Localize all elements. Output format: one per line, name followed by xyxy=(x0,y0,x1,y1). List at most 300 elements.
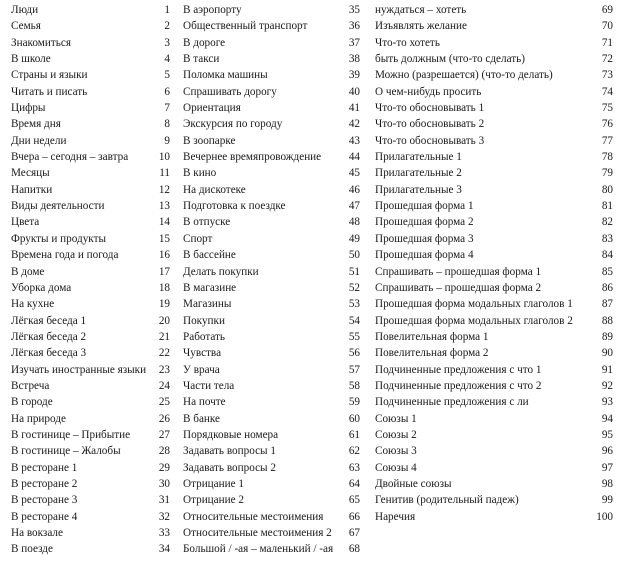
toc-entry-title: В отпуске xyxy=(183,216,231,229)
toc-entry-title: На природе xyxy=(11,412,66,425)
toc-entry xyxy=(375,492,613,508)
toc-entry-page-number: 80 xyxy=(601,183,613,196)
toc-entry xyxy=(375,67,613,83)
toc-entry xyxy=(11,198,170,214)
toc-entry xyxy=(183,18,360,34)
toc-entry-title: Вчера – сегодня – завтра xyxy=(11,151,129,164)
toc-entry-title: Задавать вопросы 1 xyxy=(183,445,276,458)
toc-entry-title: Цвета xyxy=(11,216,40,229)
toc-entry-title: Покупки xyxy=(183,314,225,327)
toc-entry xyxy=(375,247,613,263)
toc-entry xyxy=(11,296,170,312)
toc-entry-page-number: 77 xyxy=(601,134,613,147)
toc-entry xyxy=(375,362,613,378)
toc-entry-title: Встреча xyxy=(11,379,50,392)
toc-entry-title: Порядковые номера xyxy=(183,428,279,441)
toc-entry-page-number: 36 xyxy=(348,20,360,33)
toc-entry-page-number: 60 xyxy=(348,412,360,425)
toc-entry xyxy=(11,165,170,181)
toc-entry-title: Лёгкая беседа 2 xyxy=(11,330,87,343)
toc-entry-page-number: 51 xyxy=(348,265,360,278)
toc-entry xyxy=(183,280,360,296)
toc-entry-title: Прилагательные 3 xyxy=(375,183,462,196)
toc-entry-title: Прошедшая форма 3 xyxy=(375,232,474,245)
toc-entry-page-number: 32 xyxy=(158,510,170,523)
toc-entry-page-number: 8 xyxy=(164,118,170,131)
toc-entry-title: Что-то обосновывать 1 xyxy=(375,102,485,115)
toc-entry-page-number: 63 xyxy=(348,461,360,474)
toc-entry-title: В ресторане 3 xyxy=(11,494,78,507)
toc-entry xyxy=(375,133,613,149)
toc-entry-title: Спрашивать – прошедшая форма 2 xyxy=(375,281,542,294)
toc-entry-page-number: 18 xyxy=(158,281,170,294)
toc-entry-page-number: 62 xyxy=(348,445,360,458)
toc-entry-title: Магазины xyxy=(183,298,232,311)
toc-entry xyxy=(11,231,170,247)
toc-entry xyxy=(11,329,170,345)
toc-entry-title: На вокзале xyxy=(11,527,63,539)
toc-entry-title: Вечернее времяпровождение xyxy=(183,151,322,164)
toc-entry xyxy=(183,394,360,410)
toc-entry-title: Чувства xyxy=(183,347,222,360)
toc-entry-page-number: 38 xyxy=(348,53,360,66)
toc-entry-title: Время дня xyxy=(11,118,61,131)
toc-entry-title: Части тела xyxy=(183,379,235,392)
toc-entry-title: Прошедшая форма модальных глаголов 1 xyxy=(375,298,573,311)
toc-entry xyxy=(375,264,613,280)
toc-entry xyxy=(183,133,360,149)
toc-entry-title: Лёгкая беседа 3 xyxy=(11,347,87,360)
toc-entry-page-number: 49 xyxy=(348,232,360,245)
toc-entry-page-number: 95 xyxy=(601,428,613,441)
toc-entry-title: Ориентация xyxy=(183,102,241,115)
toc-entry xyxy=(11,67,170,83)
toc-entry xyxy=(183,443,360,459)
toc-entry-title: Подготовка к поездке xyxy=(183,200,286,213)
toc-entry-title: Страны и языки xyxy=(11,69,88,82)
toc-entry xyxy=(183,313,360,329)
toc-entry-page-number: 30 xyxy=(158,477,170,490)
toc-entry xyxy=(183,411,360,427)
toc-entry-title: В ресторане 1 xyxy=(11,461,78,474)
toc-entry xyxy=(183,247,360,263)
toc-entry-page-number: 82 xyxy=(601,216,613,229)
toc-entry-page-number: 40 xyxy=(348,85,360,98)
toc-entry-page-number: 70 xyxy=(601,20,613,33)
toc-entry xyxy=(183,116,360,132)
toc-entry-title: Подчиненные предложения с ли xyxy=(375,396,529,409)
toc-entry-title: Экскурсия по городу xyxy=(183,118,283,131)
toc-entry-page-number: 75 xyxy=(601,102,613,115)
toc-entry xyxy=(11,116,170,132)
toc-entry xyxy=(11,100,170,116)
toc-entry-page-number: 87 xyxy=(601,298,613,311)
toc-entry xyxy=(375,378,613,394)
toc-entry-page-number: 76 xyxy=(601,118,613,131)
toc-entry-title: Что-то обосновывать 2 xyxy=(375,118,485,131)
toc-entry-page-number: 79 xyxy=(601,167,613,180)
toc-entry-page-number: 44 xyxy=(348,151,360,164)
toc-entry-page-number: 21 xyxy=(158,330,170,343)
toc-entry xyxy=(183,460,360,476)
toc-entry xyxy=(375,460,613,476)
toc-entry-page-number: 84 xyxy=(601,249,613,262)
toc-entry-page-number: 20 xyxy=(158,314,170,327)
toc-entry xyxy=(183,378,360,394)
toc-entry xyxy=(11,18,170,34)
toc-entry xyxy=(11,313,170,329)
toc-entry-title: Союзы 1 xyxy=(375,412,417,425)
toc-entry-page-number: 88 xyxy=(601,314,613,327)
toc-entry-page-number: 31 xyxy=(158,494,170,507)
toc-entry-page-number: 59 xyxy=(348,396,360,409)
toc-column-2 xyxy=(183,2,360,558)
toc-entry-page-number: 39 xyxy=(348,69,360,82)
toc-entry xyxy=(11,214,170,230)
toc-entry-page-number: 2 xyxy=(164,20,170,33)
toc-entry xyxy=(375,2,613,18)
toc-entry-title: Относительные местоимения xyxy=(183,510,324,523)
toc-entry xyxy=(11,264,170,280)
toc-entry-page-number: 3 xyxy=(164,36,170,49)
toc-entry-page-number: 1 xyxy=(164,4,170,16)
toc-entry-page-number: 25 xyxy=(158,396,170,409)
toc-entry-page-number: 42 xyxy=(348,118,360,131)
toc-entry xyxy=(183,231,360,247)
toc-entry-page-number: 41 xyxy=(348,102,360,115)
toc-entry-title: Генитив (родительный падеж) xyxy=(375,494,519,507)
toc-entry xyxy=(11,2,170,18)
toc-entry-title: Знакомиться xyxy=(11,36,71,49)
toc-entry-title: В банке xyxy=(183,412,221,425)
toc-entry-title: На почте xyxy=(183,396,226,409)
toc-entry xyxy=(183,329,360,345)
toc-entry xyxy=(375,198,613,214)
toc-entry xyxy=(11,133,170,149)
toc-entry xyxy=(11,541,170,557)
toc-entry xyxy=(11,460,170,476)
toc-entry-title: В магазине xyxy=(183,281,237,294)
toc-entry-title: Задавать вопросы 2 xyxy=(183,461,276,474)
toc-entry-title: В городе xyxy=(11,396,53,409)
toc-entry xyxy=(183,67,360,83)
toc-entry-title: Изъявлять желание xyxy=(375,20,467,33)
toc-entry-page-number: 61 xyxy=(348,428,360,441)
toc-entry xyxy=(183,198,360,214)
toc-entry xyxy=(11,378,170,394)
toc-entry-page-number: 96 xyxy=(601,445,613,458)
toc-entry-page-number: 46 xyxy=(348,183,360,196)
toc-entry-title: В поезде xyxy=(11,543,53,556)
toc-entry-page-number: 19 xyxy=(158,298,170,311)
toc-entry-page-number: 22 xyxy=(158,347,170,360)
toc-entry-page-number: 99 xyxy=(601,494,613,507)
toc-entry-page-number: 11 xyxy=(159,167,170,180)
toc-entry-title: Прилагательные 1 xyxy=(375,151,462,164)
toc-entry-page-number: 14 xyxy=(158,216,170,229)
toc-entry xyxy=(11,362,170,378)
toc-entry-page-number: 73 xyxy=(601,69,613,82)
toc-entry xyxy=(375,296,613,312)
toc-entry-title: Напитки xyxy=(11,183,53,196)
toc-entry-page-number: 90 xyxy=(601,347,613,360)
toc-entry-title: Подчиненные предложения с что 2 xyxy=(375,379,542,392)
toc-entry-title: Делать покупки xyxy=(183,265,259,278)
toc-entry-page-number: 33 xyxy=(158,527,170,539)
toc-entry-page-number: 35 xyxy=(348,4,360,16)
toc-entry-title: Общественный транспорт xyxy=(183,20,308,33)
toc-entry-title: Прошедшая форма 4 xyxy=(375,249,474,262)
toc-entry xyxy=(11,182,170,198)
toc-entry xyxy=(375,509,613,525)
toc-entry xyxy=(375,231,613,247)
toc-entry xyxy=(375,313,613,329)
toc-entry xyxy=(11,509,170,525)
toc-entry-page-number: 57 xyxy=(348,363,360,376)
toc-entry-title: Люди xyxy=(11,4,39,16)
toc-entry-title: Спрашивать дорогу xyxy=(183,85,277,98)
toc-entry xyxy=(183,100,360,116)
toc-entry-page-number: 72 xyxy=(601,53,613,66)
toc-entry-title: Прошедшая форма 2 xyxy=(375,216,474,229)
toc-entry-title: Союзы 2 xyxy=(375,428,417,441)
toc-entry-title: Двойные союзы xyxy=(375,477,452,490)
toc-entry-page-number: 86 xyxy=(601,281,613,294)
table-of-contents xyxy=(0,2,636,576)
toc-entry-page-number: 100 xyxy=(596,510,613,523)
toc-entry-title: Прошедшая форма 1 xyxy=(375,200,474,213)
toc-entry xyxy=(11,525,170,541)
toc-entry-page-number: 24 xyxy=(158,379,170,392)
toc-entry xyxy=(183,525,360,541)
toc-entry xyxy=(375,35,613,51)
toc-entry-title: Союзы 3 xyxy=(375,445,417,458)
toc-entry-page-number: 23 xyxy=(158,363,170,376)
toc-entry-page-number: 93 xyxy=(601,396,613,409)
toc-entry-page-number: 58 xyxy=(348,379,360,392)
toc-entry-title: О чем-нибудь просить xyxy=(375,85,482,98)
toc-entry-title: У врача xyxy=(183,363,220,376)
toc-entry-page-number: 91 xyxy=(601,363,613,376)
toc-entry xyxy=(183,296,360,312)
toc-entry xyxy=(375,84,613,100)
toc-entry-page-number: 28 xyxy=(158,445,170,458)
toc-entry-page-number: 48 xyxy=(348,216,360,229)
toc-entry-page-number: 16 xyxy=(158,249,170,262)
toc-entry-page-number: 69 xyxy=(601,4,613,16)
toc-entry-page-number: 13 xyxy=(158,200,170,213)
toc-entry-page-number: 71 xyxy=(601,36,613,49)
toc-entry-title: В такси xyxy=(183,53,220,66)
toc-entry-page-number: 74 xyxy=(601,85,613,98)
toc-entry xyxy=(183,509,360,525)
toc-entry-title: Изучать иностранные языки xyxy=(11,363,147,376)
toc-entry-page-number: 53 xyxy=(348,298,360,311)
toc-entry-page-number: 97 xyxy=(601,461,613,474)
toc-entry-title: Повелительная форма 1 xyxy=(375,330,489,343)
toc-entry-title: Уборка дома xyxy=(11,281,72,294)
toc-entry xyxy=(11,51,170,67)
toc-entry xyxy=(11,476,170,492)
toc-entry-title: В ресторане 4 xyxy=(11,510,78,523)
toc-entry xyxy=(183,476,360,492)
toc-entry-title: Времена года и погода xyxy=(11,249,119,262)
toc-entry-title: Читать и писать xyxy=(11,85,88,98)
toc-entry-page-number: 81 xyxy=(601,200,613,213)
toc-entry xyxy=(375,394,613,410)
toc-entry xyxy=(375,345,613,361)
toc-entry-title: Что-то обосновывать 3 xyxy=(375,134,485,147)
toc-entry xyxy=(375,443,613,459)
toc-entry-page-number: 6 xyxy=(164,85,170,98)
toc-entry-title: Относительные местоимения 2 xyxy=(183,527,332,539)
toc-entry-page-number: 12 xyxy=(158,183,170,196)
toc-entry-title: В ресторане 2 xyxy=(11,477,78,490)
toc-entry-page-number: 27 xyxy=(158,428,170,441)
toc-entry-page-number: 45 xyxy=(348,167,360,180)
toc-entry xyxy=(375,149,613,165)
toc-entry-title: В школе xyxy=(11,53,51,66)
toc-entry-title: Союзы 4 xyxy=(375,461,417,474)
toc-entry xyxy=(11,247,170,263)
toc-entry-title: нуждаться – хотеть xyxy=(375,4,467,16)
toc-entry-title: В доме xyxy=(11,265,45,278)
toc-entry xyxy=(11,411,170,427)
toc-entry xyxy=(375,214,613,230)
toc-entry-page-number: 92 xyxy=(601,379,613,392)
toc-entry-title: В гостинице – Прибытие xyxy=(11,428,131,441)
toc-entry-page-number: 5 xyxy=(164,69,170,82)
toc-entry-page-number: 98 xyxy=(601,477,613,490)
toc-entry-title: На кухне xyxy=(11,298,55,311)
toc-entry xyxy=(11,394,170,410)
toc-entry-title: Можно (разрешается) (что-то делать) xyxy=(375,69,553,82)
toc-entry-title: Наречия xyxy=(375,510,416,523)
toc-entry xyxy=(375,280,613,296)
toc-entry-page-number: 83 xyxy=(601,232,613,245)
toc-entry-page-number: 52 xyxy=(348,281,360,294)
toc-entry-page-number: 78 xyxy=(601,151,613,164)
toc-entry-title: Прилагательные 2 xyxy=(375,167,462,180)
toc-entry-title: Семья xyxy=(11,20,41,33)
toc-entry-page-number: 7 xyxy=(164,102,170,115)
toc-entry-title: Работать xyxy=(183,330,226,343)
toc-entry-title: Спорт xyxy=(183,232,213,245)
toc-entry-title: Что-то хотеть xyxy=(375,36,440,49)
toc-entry-page-number: 37 xyxy=(348,36,360,49)
toc-entry xyxy=(183,84,360,100)
toc-entry-title: Месяцы xyxy=(11,167,50,180)
toc-entry-page-number: 17 xyxy=(158,265,170,278)
toc-entry xyxy=(375,411,613,427)
toc-entry xyxy=(11,84,170,100)
toc-entry-title: Поломка машины xyxy=(183,69,268,82)
toc-entry xyxy=(183,541,360,557)
toc-entry xyxy=(11,149,170,165)
toc-entry xyxy=(183,264,360,280)
toc-entry xyxy=(183,165,360,181)
toc-entry-title: Большой / -ая – маленький / -ая xyxy=(183,543,334,556)
toc-entry-title: Подчиненные предложения с что 1 xyxy=(375,363,542,376)
toc-entry-page-number: 50 xyxy=(348,249,360,262)
toc-entry xyxy=(183,2,360,18)
toc-entry-title: Виды деятельности xyxy=(11,200,105,213)
toc-entry xyxy=(375,476,613,492)
toc-entry-page-number: 55 xyxy=(348,330,360,343)
toc-entry-page-number: 43 xyxy=(348,134,360,147)
toc-entry-title: В кино xyxy=(183,167,217,180)
toc-entry-page-number: 94 xyxy=(601,412,613,425)
toc-entry-page-number: 89 xyxy=(601,330,613,343)
toc-entry-title: Спрашивать – прошедшая форма 1 xyxy=(375,265,542,278)
toc-entry xyxy=(11,443,170,459)
toc-entry xyxy=(183,35,360,51)
toc-entry-title: Лёгкая беседа 1 xyxy=(11,314,87,327)
toc-entry xyxy=(375,116,613,132)
toc-entry xyxy=(183,362,360,378)
toc-entry-title: В бассейне xyxy=(183,249,236,262)
toc-entry xyxy=(183,492,360,508)
toc-entry-page-number: 64 xyxy=(348,477,360,490)
toc-entry-page-number: 67 xyxy=(348,527,360,539)
toc-column-3 xyxy=(375,2,613,525)
toc-entry-page-number: 4 xyxy=(164,53,170,66)
toc-entry-page-number: 66 xyxy=(348,510,360,523)
toc-entry xyxy=(375,51,613,67)
toc-entry-title: Отрицание 2 xyxy=(183,494,244,507)
toc-entry-title: Отрицание 1 xyxy=(183,477,244,490)
toc-entry xyxy=(375,427,613,443)
toc-entry-title: На дискотеке xyxy=(183,183,246,196)
toc-entry xyxy=(183,427,360,443)
toc-entry-title: Повелительная форма 2 xyxy=(375,347,489,360)
toc-entry xyxy=(11,492,170,508)
toc-entry-page-number: 47 xyxy=(348,200,360,213)
toc-entry xyxy=(375,100,613,116)
toc-entry xyxy=(11,427,170,443)
toc-entry-title: В дороге xyxy=(183,36,226,49)
toc-entry xyxy=(375,18,613,34)
toc-entry-page-number: 54 xyxy=(348,314,360,327)
toc-entry-page-number: 68 xyxy=(348,543,360,556)
toc-entry-page-number: 29 xyxy=(158,461,170,474)
toc-entry-title: В гостинице – Жалобы xyxy=(11,445,121,458)
toc-entry-page-number: 34 xyxy=(158,543,170,556)
toc-entry xyxy=(375,329,613,345)
toc-entry-page-number: 10 xyxy=(158,151,170,164)
toc-entry xyxy=(11,345,170,361)
toc-entry xyxy=(183,51,360,67)
toc-entry xyxy=(11,280,170,296)
toc-entry-page-number: 85 xyxy=(601,265,613,278)
toc-entry-title: Дни недели xyxy=(11,134,67,147)
toc-entry-page-number: 15 xyxy=(158,232,170,245)
toc-entry-title: В аэропорту xyxy=(183,4,242,16)
toc-entry xyxy=(375,165,613,181)
toc-entry-page-number: 56 xyxy=(348,347,360,360)
toc-entry-page-number: 26 xyxy=(158,412,170,425)
toc-entry xyxy=(183,214,360,230)
toc-entry xyxy=(375,182,613,198)
toc-entry-title: быть должным (что-то сделать) xyxy=(375,53,525,66)
toc-entry xyxy=(183,345,360,361)
toc-entry-page-number: 9 xyxy=(164,134,170,147)
toc-column-1 xyxy=(11,2,170,558)
toc-entry-page-number: 65 xyxy=(348,494,360,507)
toc-entry xyxy=(183,149,360,165)
toc-entry-title: Прошедшая форма модальных глаголов 2 xyxy=(375,314,573,327)
toc-entry-title: Цифры xyxy=(11,102,46,115)
